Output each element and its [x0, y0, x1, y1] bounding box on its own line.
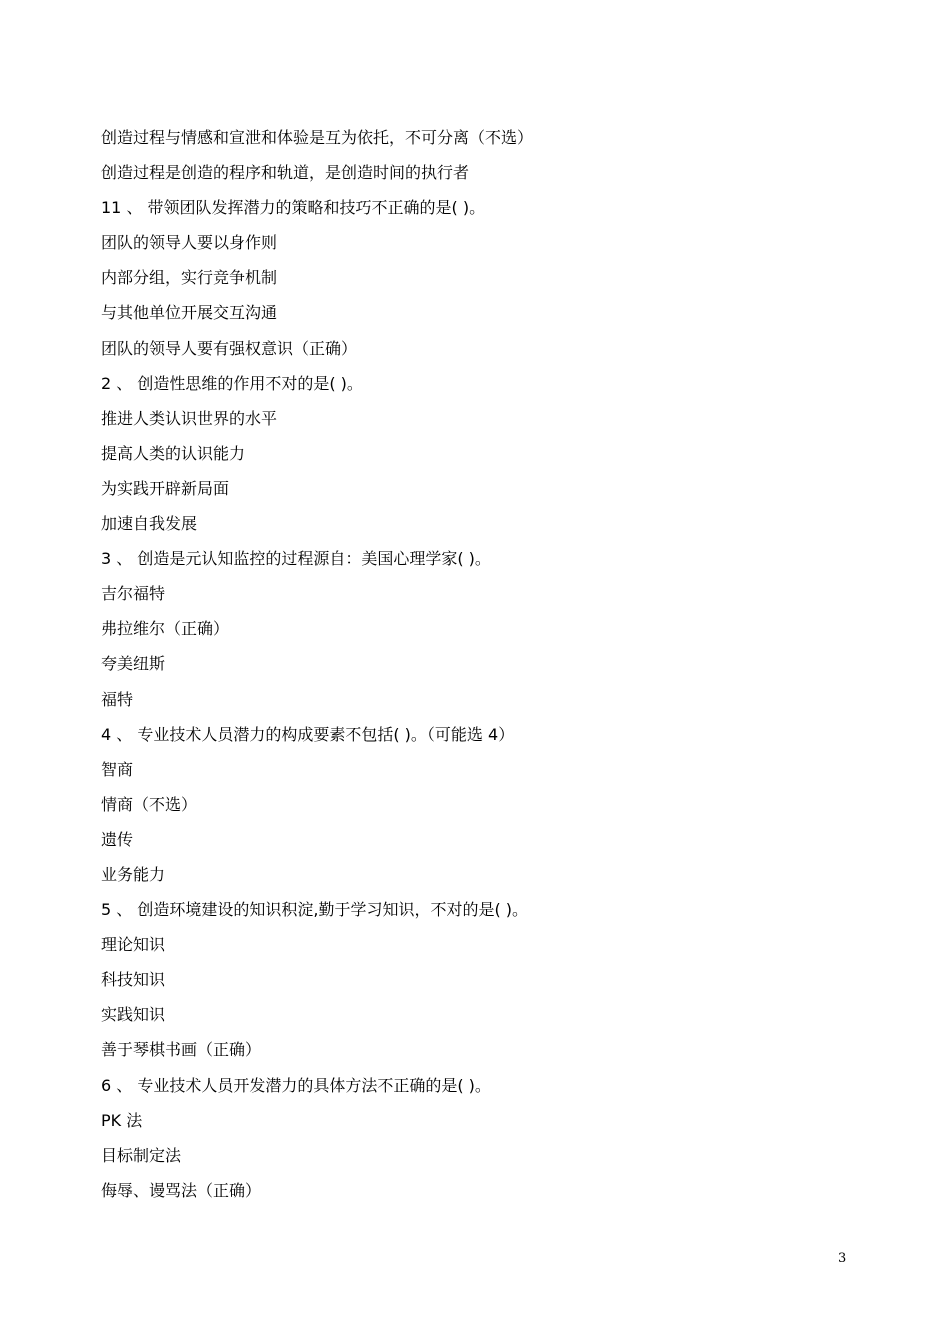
option-line: 吉尔福特 — [101, 584, 166, 604]
option-line: 侮辱、谩骂法（正确） — [101, 1180, 262, 1200]
option-line: 推进人类认识世界的水平 — [101, 408, 278, 428]
option-line: 团队的领导人要有强权意识（正确） — [101, 338, 358, 358]
question-line: 11 、 带领团队发挥潜力的策略和技巧不正确的是( )。 — [101, 198, 486, 218]
document-body — [101, 120, 861, 1208]
option-line: 智商 — [101, 759, 134, 779]
option-line: 提高人类的认识能力 — [101, 443, 246, 463]
option-line: 与其他单位开展交互沟通 — [101, 303, 278, 323]
option-line: 团队的领导人要以身作则 — [101, 233, 278, 253]
option-line: 情商（不选） — [101, 794, 198, 814]
option-line: 目标制定法 — [101, 1145, 182, 1165]
option-line: 加速自我发展 — [101, 514, 198, 534]
option-line: 福特 — [101, 689, 134, 709]
page-number: 3 — [838, 1251, 847, 1266]
option-line: 夸美纽斯 — [101, 654, 166, 674]
option-line: 弗拉维尔（正确） — [101, 619, 230, 639]
option-line: 理论知识 — [101, 935, 166, 955]
option-line: 为实践开辟新局面 — [101, 478, 230, 498]
option-line: 遗传 — [101, 829, 134, 849]
question-line: 4 、 专业技术人员潜力的构成要素不包括( )。（可能选 4） — [101, 724, 515, 744]
question-line: 6 、 专业技术人员开发潜力的具体方法不正确的是( )。 — [101, 1075, 491, 1095]
option-line: PK 法 — [101, 1110, 143, 1130]
question-line: 3 、 创造是元认知监控的过程源自：美国心理学家( )。 — [101, 549, 491, 569]
option-line: 业务能力 — [101, 864, 166, 884]
option-line: 内部分组，实行竞争机制 — [101, 268, 278, 288]
question-line: 5 、 创造环境建设的知识积淀,勤于学习知识，不对的是( )。 — [101, 900, 529, 920]
option-line: 科技知识 — [101, 970, 166, 990]
text-line: 创造过程与情感和宣泄和体验是互为依托，不可分离（不选） — [101, 128, 534, 147]
option-line: 实践知识 — [101, 1005, 166, 1025]
option-line: 善于琴棋书画（正确） — [101, 1040, 262, 1060]
question-line: 2 、 创造性思维的作用不对的是( )。 — [101, 373, 363, 393]
text-line: 创造过程是创造的程序和轨道，是创造时间的执行者 — [101, 163, 470, 183]
